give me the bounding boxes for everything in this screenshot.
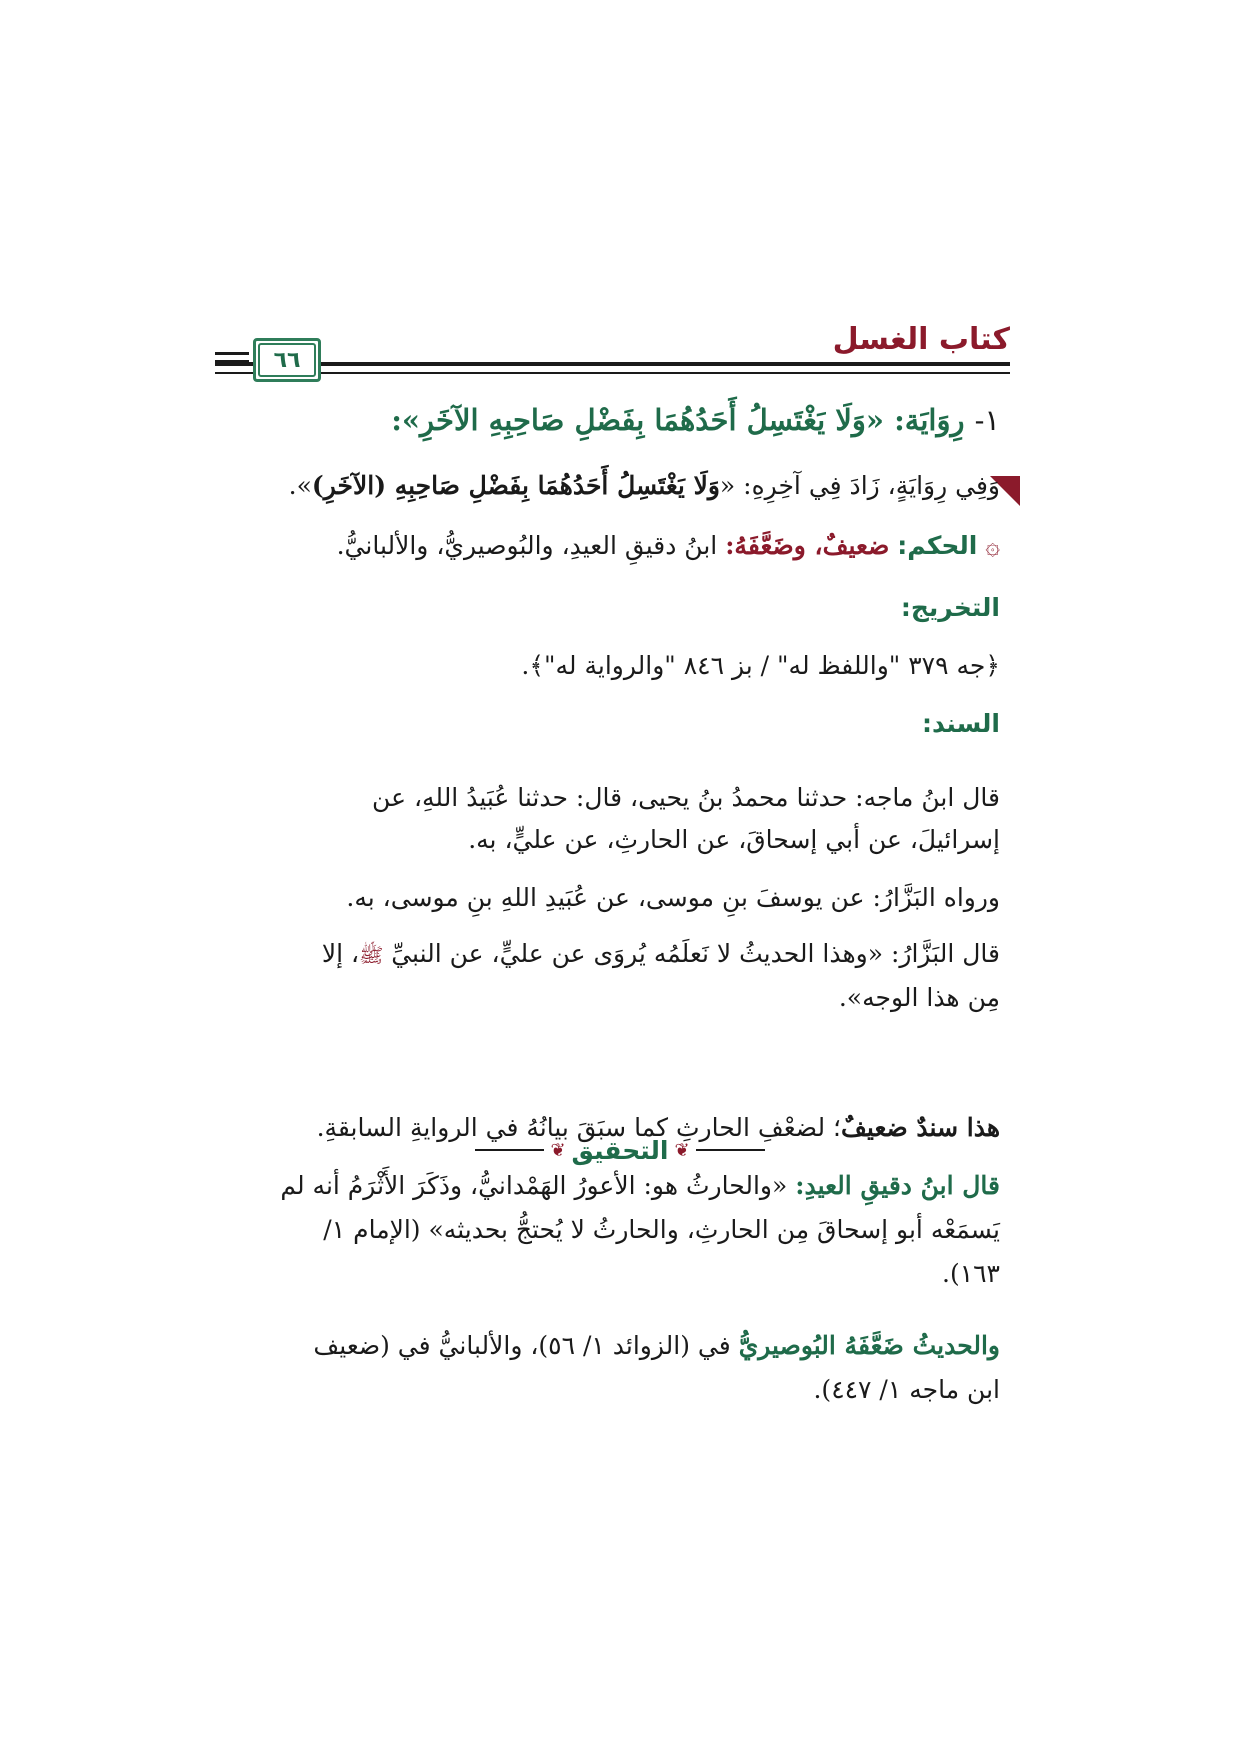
page-header — [215, 300, 1010, 400]
bazzar-quote-line-1 — [322, 934, 1000, 975]
hukm-value: ضعيفٌ، وضَعَّفَهُ: — [725, 531, 890, 560]
divider-line-right — [696, 1149, 765, 1151]
header-rule-tail-top — [215, 352, 249, 355]
sanad-label: السند: — [921, 709, 1000, 738]
bazzar-line: ورواه البَزَّارُ: عن يوسفَ بنِ موسى، عن عُبَيدِ اللهِ بنِ موسى، به. — [346, 883, 1000, 912]
hukm-text: ابنُ دقيقِ العيدِ، والبُوصيريُّ، والألبانيُّ. — [336, 531, 718, 560]
final-line-1 — [313, 1326, 1000, 1366]
sanad-daif-rest: ؛ لضعْفِ الحارثِ كما سبَقَ بيانُهُ في الروايةِ السابقةِ. — [316, 1113, 842, 1142]
final-line-2: ابن ماجه ١/ ٤٤٧). — [813, 1375, 1000, 1404]
riwaya-end: ». — [288, 471, 312, 500]
ornament-left-icon: ❦ — [550, 1139, 566, 1161]
takhrij-label: التخريج: — [900, 593, 1000, 622]
header-rule-thin — [215, 372, 1010, 374]
riwaya-intro: وَفِي رِوَايَةٍ، زَادَ فِي آخِرِهِ: « — [719, 471, 1000, 500]
hukm-label: الحكم: — [897, 531, 978, 560]
section-title: رِوَايَة: «وَلَا يَغْتَسِلُ أَحَدُهُمَا بِفَضْلِ صَاحِبِهِ الآخَرِ»: — [391, 403, 965, 437]
page-number: ٦٦ — [258, 343, 316, 377]
ibn-daqiq-text-1: «والحارثُ هو: الأعورُ الهَمْدانيُّ، وذَكَرَ الأَثْرَمُ أنه لم — [280, 1171, 788, 1200]
tahqiq-label: التحقيق — [571, 1135, 669, 1165]
bazzar-quote-1-end: ، إلا — [321, 939, 360, 968]
divider-line-left — [475, 1149, 544, 1151]
page-number-badge — [253, 338, 321, 382]
ornament-right-icon: ❦ — [674, 1139, 690, 1161]
takhrij-text: ﴿جه ٣٧٩ "واللفظ له" / بز ٨٤٦ "والرواية له"﴾. — [521, 651, 1000, 680]
bazzar-quote-line-2: مِن هذا الوجه». — [838, 983, 1000, 1012]
book-title: كتاب الغسل — [832, 322, 1010, 357]
ibn-daqiq-line-2: يَسمَعْه أبو إسحاقَ مِن الحارثِ، والحارثُ لا يُحتجُّ بحديثه» (الإمام ١/ — [323, 1215, 1000, 1244]
ibn-daqiq-label: قال ابنُ دقيقِ العيدِ: — [795, 1171, 1000, 1200]
header-rule-thick — [215, 362, 1010, 366]
sanad-daif-bold: هذا سندٌ ضعيفٌ — [841, 1113, 1000, 1142]
salla-icon: ﷺ — [359, 943, 384, 967]
section-heading — [391, 400, 1000, 440]
bazzar-quote-1: قال البَزَّارُ: «وهذا الحديثُ لا نَعلَمُه يُروَى عن عليٍّ، عن النبيِّ — [391, 939, 1000, 968]
sanad-line-1: قال ابنُ ماجه: حدثنا محمدُ بنُ يحيى، قال: حدثنا عُبَيدُ اللهِ، عن — [372, 783, 1000, 812]
ibn-daqiq-line-3: ١٦٣). — [942, 1259, 1000, 1288]
hukm-line — [337, 526, 1000, 566]
riwaya-line — [289, 466, 1000, 506]
hukm-ornament-icon: ۞ — [985, 531, 1000, 560]
riwaya-quote: وَلَا يَغْتَسِلُ أَحَدُهُمَا بِفَضْلِ صَاحِبِهِ (الآخَرِ) — [311, 471, 720, 500]
sanad-line-2: إسرائيلَ، عن أبي إسحاقَ، عن الحارثِ، عن عليٍّ، به. — [468, 825, 1000, 854]
section-number: ١- — [974, 403, 1000, 437]
ibn-daqiq-line-1 — [280, 1166, 1000, 1206]
final-label: والحديثُ ضَعَّفَهُ البُوصيريُّ — [738, 1331, 1000, 1360]
tahqiq-divider — [475, 1130, 765, 1170]
final-text-1: في (الزوائد ١/ ٥٦)، والألبانيُّ في (ضعيف — [313, 1331, 731, 1360]
